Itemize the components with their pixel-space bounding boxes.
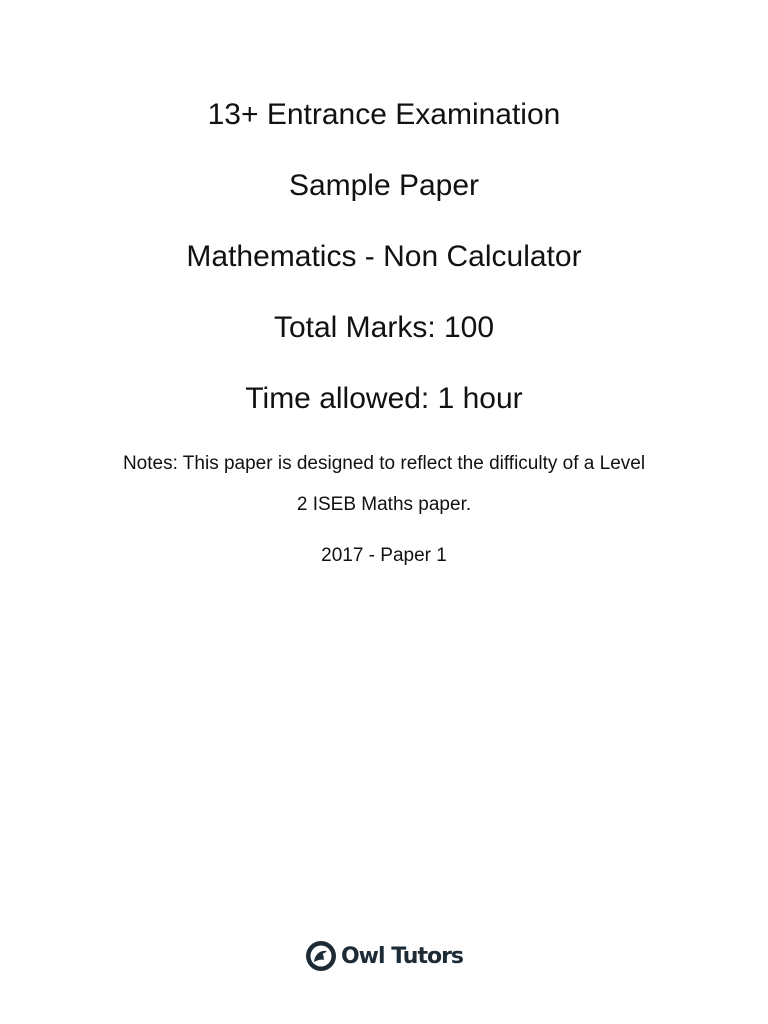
owl-tutors-logo: [0, 936, 768, 976]
time-allowed: Time allowed: 1 hour: [245, 382, 523, 415]
exam-title: 13+ Entrance Examination: [207, 98, 561, 131]
exam-subject: Mathematics - Non Calculator: [186, 240, 582, 273]
notes-line-1: Notes: This paper is designed to reflect the difficulty of a Level: [122, 453, 646, 474]
logo-text: Owl Tutors: [340, 943, 464, 969]
paper-id: 2017 - Paper 1: [321, 545, 447, 566]
owl-icon: [305, 940, 337, 972]
exam-subtitle: Sample Paper: [288, 169, 480, 202]
notes-line-2: 2 ISEB Maths paper.: [296, 494, 472, 515]
total-marks: Total Marks: 100: [273, 311, 495, 344]
